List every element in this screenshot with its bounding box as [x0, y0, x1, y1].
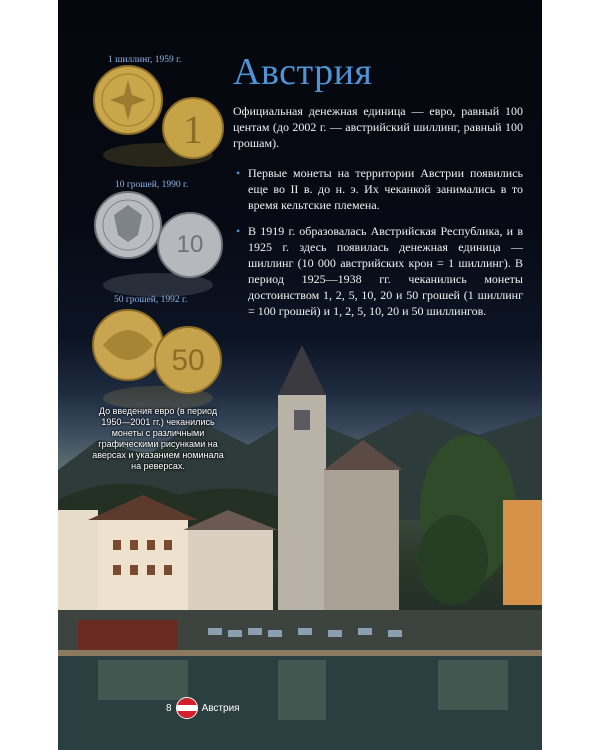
coin-50-groschen-obverse	[93, 310, 163, 380]
coin-50-groschen-reverse	[155, 327, 221, 393]
svg-text:1: 1	[183, 107, 203, 152]
coin-1-schilling-obverse	[94, 66, 162, 134]
bullet-icon: •	[236, 166, 241, 180]
tree-foliage	[418, 515, 488, 605]
hotel-building	[98, 520, 188, 615]
page-title: Австрия	[233, 51, 373, 93]
fact-text: В 1919 г. образовалась Австрийская Республика, и в 1925 г. здесь появилась денежная единица — шиллинг (10 000 австрийских крон = 1 шиллинг). В период 1925—1938 гг. чеканились монеты достоинством 1, 2, 5, 10, 20 и 50 грошей (1 шиллинг = 100 грошей) и 1, 2, 5, 10, 20 и 50 шиллингов.	[248, 224, 523, 318]
svg-text:10: 10	[176, 231, 204, 258]
fact-item	[236, 165, 523, 213]
footer-country: Австрия	[201, 702, 240, 714]
fact-text: Первые монеты на территории Австрии появились еще во II в. до н. э. Их чеканкой занимались в то время кельтские племена.	[248, 166, 523, 212]
austria-flag-icon	[176, 697, 198, 719]
coin-2-label: 10 грошей, 1990 г.	[115, 180, 189, 190]
church-nave	[324, 470, 399, 610]
tower-window	[294, 410, 310, 430]
coin-3-label: 50 грошей, 1992 г.	[114, 295, 188, 305]
coin-10-groschen-obverse	[95, 192, 161, 258]
page-number: 8	[166, 702, 172, 714]
pier	[58, 650, 542, 656]
book-page	[58, 0, 542, 750]
bullet-icon: •	[236, 224, 241, 238]
left-house-2	[188, 530, 273, 615]
right-house	[503, 500, 542, 605]
left-house-1	[58, 510, 98, 615]
svg-text:50: 50	[171, 344, 205, 377]
church-spire	[278, 345, 326, 395]
fact-item	[236, 223, 523, 319]
coins-caption: До введения евро (в период 1950—2001 гг.) чеканились монеты с различными графическими рисунками на аверсах и указанием номинала на реверсах.	[92, 406, 224, 471]
coin-10-groschen-reverse	[158, 213, 222, 277]
page-footer	[166, 697, 240, 719]
coin-1-label: 1 шиллинг, 1959 г.	[108, 55, 182, 65]
facts-list	[236, 165, 523, 329]
intro-paragraph: Официальная денежная единица — евро, равный 100 центам (до 2002 г. — австрийский шиллинг, равный 100 грошам).	[233, 104, 523, 150]
